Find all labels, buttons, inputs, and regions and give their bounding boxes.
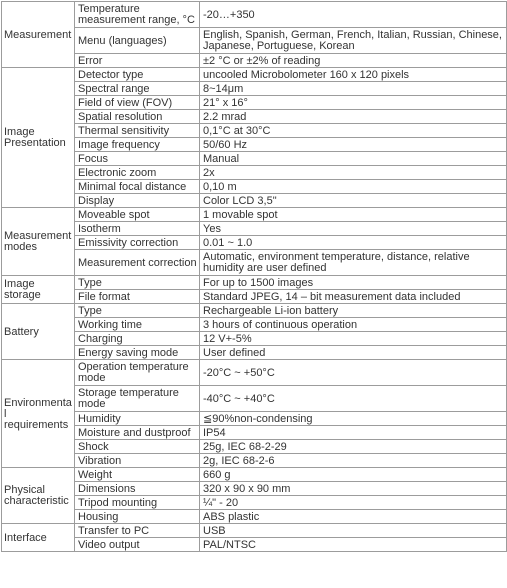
value-cell: ¼" - 20 bbox=[200, 496, 507, 510]
category-cell: Environmental requirements bbox=[2, 360, 75, 468]
value-cell: 50/60 Hz bbox=[200, 138, 507, 152]
param-cell: Dimensions bbox=[75, 482, 200, 496]
table-row bbox=[2, 236, 507, 250]
table-row bbox=[2, 360, 507, 386]
param-cell: Charging bbox=[75, 332, 200, 346]
param-cell: Spatial resolution bbox=[75, 110, 200, 124]
param-cell: Video output bbox=[75, 538, 200, 552]
category-cell: Physical characteristic bbox=[2, 468, 75, 524]
param-cell: Minimal focal distance bbox=[75, 180, 200, 194]
table-row bbox=[2, 412, 507, 426]
param-cell: Moisture and dustproof bbox=[75, 426, 200, 440]
value-cell: 2g, IEC 68-2-6 bbox=[200, 454, 507, 468]
value-cell: 1 movable spot bbox=[200, 208, 507, 222]
table-row bbox=[2, 482, 507, 496]
table-row bbox=[2, 68, 507, 82]
table-row bbox=[2, 318, 507, 332]
param-cell: Shock bbox=[75, 440, 200, 454]
category-cell: Measurement bbox=[2, 2, 75, 68]
category-cell: Measurement modes bbox=[2, 208, 75, 276]
param-cell: Weight bbox=[75, 468, 200, 482]
value-cell: PAL/NTSC bbox=[200, 538, 507, 552]
table-row bbox=[2, 152, 507, 166]
table-row bbox=[2, 290, 507, 304]
table-row bbox=[2, 166, 507, 180]
param-cell: Type bbox=[75, 276, 200, 290]
specifications-table-body bbox=[2, 2, 507, 552]
value-cell: User defined bbox=[200, 346, 507, 360]
category-cell: Interface bbox=[2, 524, 75, 552]
value-cell: ABS plastic bbox=[200, 510, 507, 524]
value-cell: IP54 bbox=[200, 426, 507, 440]
value-cell: -40°C ~ +40°C bbox=[200, 386, 507, 412]
value-cell: 0,10 m bbox=[200, 180, 507, 194]
param-cell: Storage temperature mode bbox=[75, 386, 200, 412]
table-row bbox=[2, 124, 507, 138]
value-cell: ≦90%non-condensing bbox=[200, 412, 507, 426]
table-row bbox=[2, 524, 507, 538]
table-row bbox=[2, 250, 507, 276]
param-cell: Humidity bbox=[75, 412, 200, 426]
param-cell: Emissivity correction bbox=[75, 236, 200, 250]
param-cell: Working time bbox=[75, 318, 200, 332]
value-cell: Automatic, environment temperature, distance, relative humidity are user defined bbox=[200, 250, 507, 276]
table-row bbox=[2, 510, 507, 524]
value-cell: 25g, IEC 68-2-29 bbox=[200, 440, 507, 454]
table-row bbox=[2, 28, 507, 54]
param-cell: Menu (languages) bbox=[75, 28, 200, 54]
table-row bbox=[2, 496, 507, 510]
value-cell: 8~14μm bbox=[200, 82, 507, 96]
param-cell: Transfer to PC bbox=[75, 524, 200, 538]
param-cell: Housing bbox=[75, 510, 200, 524]
table-row bbox=[2, 346, 507, 360]
value-cell: 2.2 mrad bbox=[200, 110, 507, 124]
param-cell: Temperature measurement range, °C bbox=[75, 2, 200, 28]
value-cell: 21° x 16° bbox=[200, 96, 507, 110]
table-row bbox=[2, 96, 507, 110]
value-cell: 3 hours of continuous operation bbox=[200, 318, 507, 332]
param-cell: Electronic zoom bbox=[75, 166, 200, 180]
value-cell: 12 V+-5% bbox=[200, 332, 507, 346]
table-row bbox=[2, 180, 507, 194]
value-cell: Standard JPEG, 14 – bit measurement data included bbox=[200, 290, 507, 304]
param-cell: Energy saving mode bbox=[75, 346, 200, 360]
value-cell: -20°C ~ +50°C bbox=[200, 360, 507, 386]
value-cell: Manual bbox=[200, 152, 507, 166]
value-cell: Rechargeable Li-ion battery bbox=[200, 304, 507, 318]
table-row bbox=[2, 426, 507, 440]
value-cell: English, Spanish, German, French, Italian, Russian, Chinese, Japanese, Portuguese, Korean bbox=[200, 28, 507, 54]
param-cell: Image frequency bbox=[75, 138, 200, 152]
table-row bbox=[2, 2, 507, 28]
table-row bbox=[2, 332, 507, 346]
table-row bbox=[2, 468, 507, 482]
param-cell: Isotherm bbox=[75, 222, 200, 236]
param-cell: Moveable spot bbox=[75, 208, 200, 222]
param-cell: Operation temperature mode bbox=[75, 360, 200, 386]
param-cell: Display bbox=[75, 194, 200, 208]
table-row bbox=[2, 194, 507, 208]
value-cell: 0,1°C at 30°C bbox=[200, 124, 507, 138]
param-cell: Type bbox=[75, 304, 200, 318]
category-cell: Battery bbox=[2, 304, 75, 360]
table-row bbox=[2, 208, 507, 222]
table-row bbox=[2, 538, 507, 552]
table-row bbox=[2, 82, 507, 96]
param-cell: Detector type bbox=[75, 68, 200, 82]
specifications-table bbox=[1, 1, 507, 552]
category-cell: Image storage bbox=[2, 276, 75, 304]
table-row bbox=[2, 276, 507, 290]
value-cell: ±2 °C or ±2% of reading bbox=[200, 54, 507, 68]
value-cell: uncooled Microbolometer 160 x 120 pixels bbox=[200, 68, 507, 82]
table-row bbox=[2, 138, 507, 152]
param-cell: Measurement correction bbox=[75, 250, 200, 276]
param-cell: Thermal sensitivity bbox=[75, 124, 200, 138]
param-cell: Spectral range bbox=[75, 82, 200, 96]
value-cell: 660 g bbox=[200, 468, 507, 482]
table-row bbox=[2, 54, 507, 68]
value-cell: Yes bbox=[200, 222, 507, 236]
param-cell: Error bbox=[75, 54, 200, 68]
param-cell: File format bbox=[75, 290, 200, 304]
value-cell: 0.01 ~ 1.0 bbox=[200, 236, 507, 250]
value-cell: 320 x 90 x 90 mm bbox=[200, 482, 507, 496]
param-cell: Vibration bbox=[75, 454, 200, 468]
param-cell: Focus bbox=[75, 152, 200, 166]
value-cell: 2x bbox=[200, 166, 507, 180]
table-row bbox=[2, 110, 507, 124]
category-cell: Image Presentation bbox=[2, 68, 75, 208]
table-row bbox=[2, 304, 507, 318]
value-cell: For up to 1500 images bbox=[200, 276, 507, 290]
param-cell: Tripod mounting bbox=[75, 496, 200, 510]
value-cell: USB bbox=[200, 524, 507, 538]
table-row bbox=[2, 440, 507, 454]
param-cell: Field of view (FOV) bbox=[75, 96, 200, 110]
value-cell: -20…+350 bbox=[200, 2, 507, 28]
table-row bbox=[2, 454, 507, 468]
table-row bbox=[2, 222, 507, 236]
value-cell: Color LCD 3,5" bbox=[200, 194, 507, 208]
table-row bbox=[2, 386, 507, 412]
